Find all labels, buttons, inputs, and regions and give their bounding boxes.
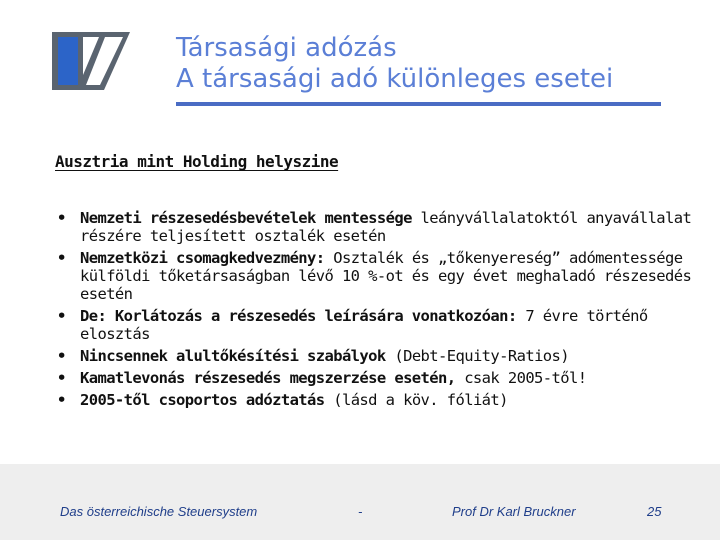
slide-title <box>176 33 613 95</box>
bullet-item <box>55 209 695 245</box>
bullet-text: Osztalék és „tőkenyereség” adómentessége külföldi tőketársaságban lévő 10 %-ot és egy évet meghaladó részesedés esetén <box>80 249 692 303</box>
footer-author-text: Prof Dr Karl Bruckner <box>452 504 576 519</box>
bullet-text: (Debt-Equity-Ratios) <box>385 347 569 365</box>
bullet-bold-text: Nemzeti részesedésbevételek mentessége <box>80 209 412 227</box>
bullet-text: csak 2005-től! <box>455 369 587 387</box>
bullet-bold-text: De: Korlátozás a részesedés leírására vonatkozóan: <box>80 307 517 325</box>
footer-middle-text: - <box>358 504 363 519</box>
bullet-text: leányvállalatoktól anyavállalat részére teljesített osztalék esetén <box>80 209 692 245</box>
bullet-item <box>55 347 695 365</box>
bullet-list <box>55 209 695 413</box>
section-heading: Ausztria mint Holding helyszine <box>55 152 339 171</box>
bullet-item <box>55 391 695 409</box>
footer-left-text: Das österreichische Steuersystem <box>60 504 258 519</box>
slide-footer <box>0 464 720 540</box>
title-underline-rule <box>176 102 661 106</box>
bullet-text: 7 évre történő elosztás <box>80 307 648 343</box>
page-number: 25 <box>647 504 662 519</box>
bullet-item <box>55 249 695 303</box>
bullet-bold-text: Kamatlevonás részesedés megszerzése esetén, <box>80 369 456 387</box>
bullet-bold-text: Nemzetközi csomagkedvezmény: <box>80 249 325 267</box>
title-line-2: A társasági adó különleges esetei <box>176 64 614 94</box>
bullet-item <box>55 369 695 387</box>
bullet-bold-text: 2005-től csoportos adóztatás <box>80 391 325 409</box>
slanted-bars-logo-icon <box>50 30 132 92</box>
bullet-text: (lásd a köv. fóliát) <box>324 391 508 409</box>
bullet-bold-text: Nincsennek alultőkésítési szabályok <box>80 347 386 365</box>
bullet-item <box>55 307 695 343</box>
title-line-1: Társasági adózás <box>176 33 397 63</box>
